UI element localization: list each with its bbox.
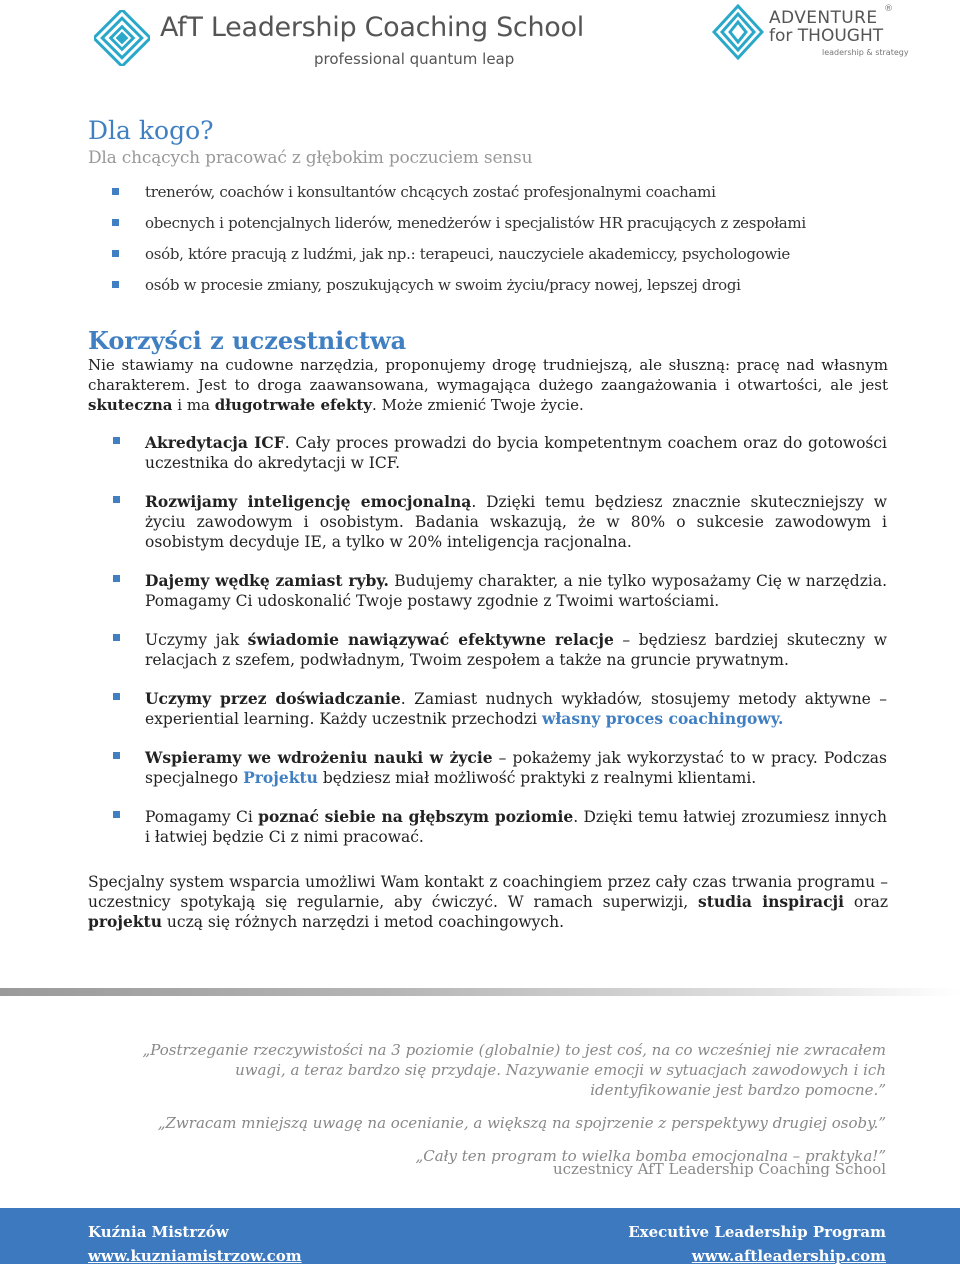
testimonial-quote: „Cały ten program to wielka bomba emocjonalna – praktyka!” <box>415 1147 886 1165</box>
footer-left-name: Kuźnia Mistrzów <box>88 1223 229 1241</box>
coaching-process-link: własny proces coachingowy. <box>542 709 784 728</box>
footer-right-link[interactable]: www.aftleadership.com <box>691 1247 886 1265</box>
list-item: Akredytacja ICF. Cały proces prowadzi do bycia kompetentnym coachem oraz do gotowości uczestnika do akredytacji w ICF. <box>113 433 887 473</box>
aft-tagline: professional quantum leap <box>314 50 515 68</box>
audience-list <box>112 180 872 304</box>
page-subtitle: Dla chcących pracować z głębokim poczuciem sensu <box>88 148 533 168</box>
benefits-intro: Nie stawiamy na cudowne narzędzia, proponujemy drogę trudniejszą, ale słuszną: pracę nad własnym charakterem. Jest to droga zaawansowana, wymagająca dużego zaangażowania i otwartości, ale jest skuteczna i ma długotrwałe efekty. Może zmienić Twoje życie. <box>88 356 888 414</box>
list-item: osób w procesie zmiany, poszukujących w swoim życiu/pracy nowej, lepszej drogi <box>112 273 872 304</box>
registered-mark: ® <box>884 4 893 14</box>
footer-right <box>628 1220 886 1268</box>
square-bullet-icon <box>113 575 120 582</box>
aft-logo <box>94 6 584 68</box>
page-title: Dla kogo? <box>88 116 214 145</box>
list-item: Wspieramy we wdrożeniu nauki w życie – pokażemy jak wykorzystać to w pracy. Podczas specjalnego Projektu będziesz miał możliwość praktyki z realnymi klientami. <box>113 748 887 788</box>
adventure-logo-icon <box>712 4 764 60</box>
square-bullet-icon <box>113 811 120 818</box>
aft-brand-name: AfT Leadership Coaching School <box>160 12 584 43</box>
divider <box>0 988 960 996</box>
list-item: osób, które pracują z ludźmi, jak np.: terapeuci, nauczyciele akademiccy, psychologowie <box>112 242 872 273</box>
testimonials <box>120 1040 886 1179</box>
testimonial-quote: „Zwracam mniejszą uwagę na ocenianie, a większą na spojrzenie z perspektywy drugiej osoby.” <box>157 1114 886 1132</box>
benefits-heading: Korzyści z uczestnictwa <box>88 326 407 355</box>
testimonial-signature: uczestnicy AfT Leadership Coaching School <box>552 1160 886 1178</box>
square-bullet-icon <box>113 752 120 759</box>
adventure-line1: ADVENTURE <box>769 8 878 28</box>
closing-paragraph: Specjalny system wsparcia umożliwi Wam kontakt z coachingiem przez cały czas trwania programu – uczestnicy spotykają się regularnie, aby ćwiczyć. W ramach superwizji, studia inspiracji oraz projektu uczą się różnych narzędzi i metod coachingowych. <box>88 873 889 931</box>
benefits-list <box>113 433 887 866</box>
square-bullet-icon <box>112 281 119 288</box>
adventure-logo <box>712 4 912 66</box>
square-bullet-icon <box>112 250 119 257</box>
square-bullet-icon <box>113 496 120 503</box>
square-bullet-icon <box>113 634 120 641</box>
list-item: Uczymy jak świadomie nawiązywać efektywne relacje – będziesz bardziej skuteczny w relacjach z szefem, podwładnym, Twoim zespołem a także na gruncie prywatnym. <box>113 630 887 670</box>
footer-left <box>88 1220 302 1268</box>
footer <box>0 1208 960 1264</box>
footer-left-link[interactable]: www.kuzniamistrzow.com <box>88 1247 302 1265</box>
adventure-line2: for THOUGHT <box>769 26 884 46</box>
list-item: obecnych i potencjalnych liderów, menedżerów i specjalistów HR pracujących z zespołami <box>112 211 872 242</box>
square-bullet-icon <box>113 693 120 700</box>
testimonial-quote: „Postrzeganie rzeczywistości na 3 poziomie (globalnie) to jest coś, na co wcześniej nie zwracałem uwagi, a teraz bardzo się przydaje. Nazywanie emocji w sytuacjach zawodowych i ich identyfikowanie jest bardzo pomocne.” <box>142 1041 886 1099</box>
list-item: Dajemy wędkę zamiast ryby. Budujemy charakter, a nie tylko wyposażamy Cię w narzędzia. Pomagamy Ci udoskonalić Twoje postawy zgodnie z Twoimi wartościami. <box>113 571 887 611</box>
list-item: Rozwijamy inteligencję emocjonalną. Dzięki temu będziesz znacznie skuteczniejszy w życiu zawodowym i osobistym. Badania wskazują, że w 80% o sukcesie zawodowym i osobistym decyduje IE, a tylko w 20% inteligencja racjonalna. <box>113 492 887 552</box>
footer-right-name: Executive Leadership Program <box>628 1223 886 1241</box>
square-bullet-icon <box>112 219 119 226</box>
square-bullet-icon <box>112 188 119 195</box>
project-link: Projektu <box>243 768 318 787</box>
list-item: Pomagamy Ci poznać siebie na głębszym poziomie. Dzięki temu łatwiej zrozumiesz innych i łatwiej będzie Ci z nimi pracować. <box>113 807 887 847</box>
square-bullet-icon <box>113 437 120 444</box>
list-item: trenerów, coachów i konsultantów chcących zostać profesjonalnymi coachami <box>112 180 872 211</box>
list-item: Uczymy przez doświadczanie. Zamiast nudnych wykładów, stosujemy metody aktywne – experiential learning. Każdy uczestnik przechodzi własny proces coachingowy. <box>113 689 887 729</box>
adventure-line3: leadership & strategy <box>822 48 909 57</box>
aft-logo-icon <box>94 10 150 66</box>
